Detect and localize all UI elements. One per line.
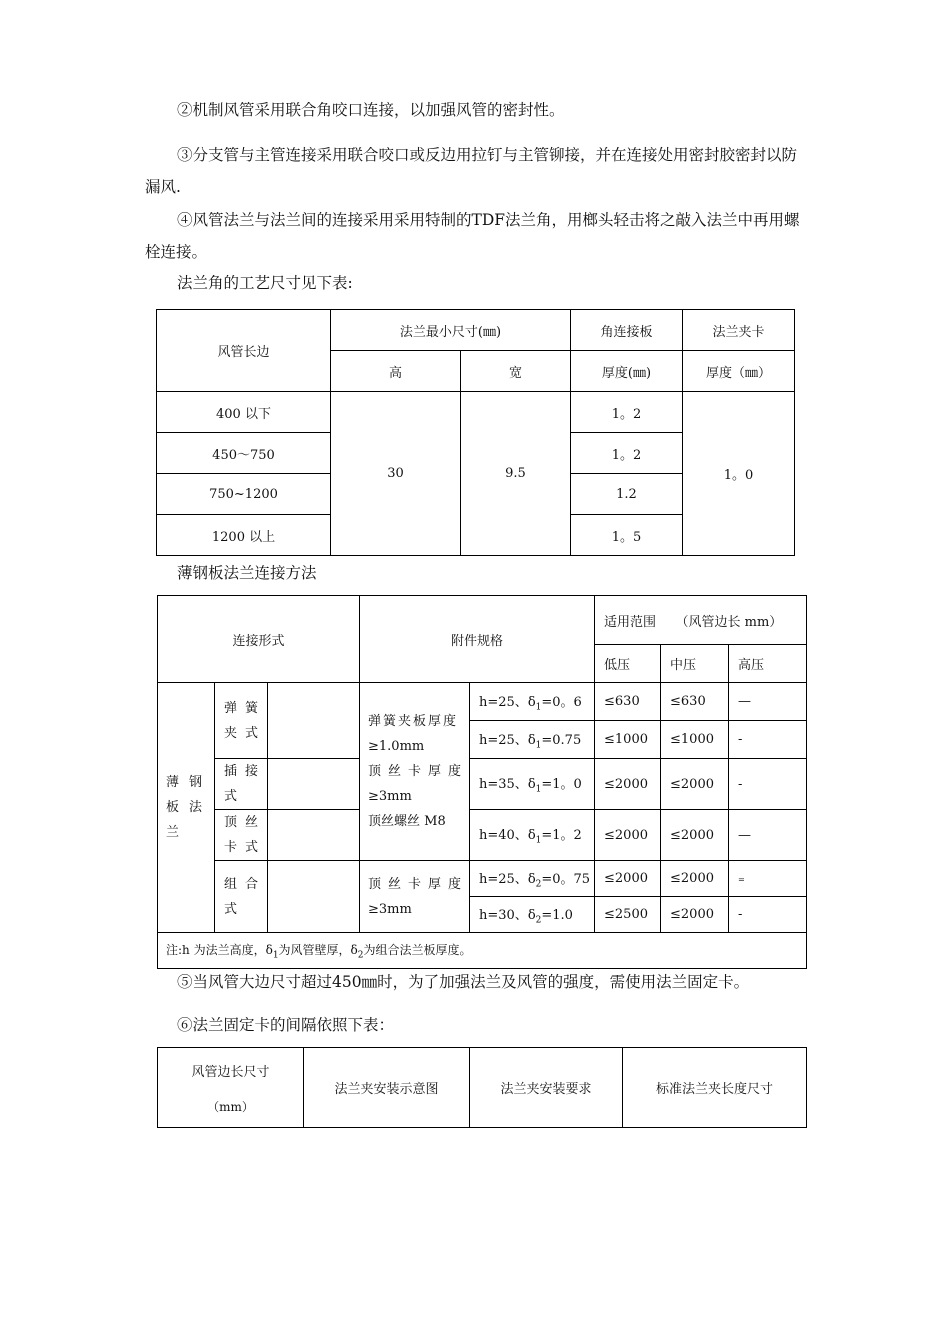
attach-line: 顶丝螺丝 M8 [368, 814, 446, 829]
type-spring-clip: 弹簧夹式 [215, 683, 268, 759]
table-cell: ≤2500 [595, 897, 661, 933]
table-cell [268, 683, 360, 759]
spec-cell: h=30、$\delta_2=1.0$ [470, 897, 595, 933]
table-cell: — [729, 810, 807, 861]
header-clip-thickness: 厚度（㎜） [683, 351, 795, 392]
type-insert: 插接式 [215, 759, 268, 810]
attach-line: 顶丝卡厚度 [368, 876, 469, 892]
header-height: 高 [331, 351, 461, 392]
header-duct-side-size [158, 1048, 304, 1128]
flange-angle-table [156, 309, 795, 556]
attach-line: 弹簧夹板厚度 [368, 714, 459, 729]
paragraph-3: ③分支管与主管连接采用联合咬口或反边用拉钉与主管铆接，并在连接处用密封胶密封以防漏风. [145, 146, 798, 196]
table-cell [268, 861, 360, 933]
header-line: （mm） [207, 1099, 254, 1114]
table-cell: 1。2 [571, 392, 683, 433]
table-cell: ≤2000 [661, 810, 729, 861]
table-cell: - [729, 721, 807, 759]
table-cell: 9.5 [461, 392, 571, 556]
group-thin-steel-flange: 薄钢板法兰 [158, 683, 215, 933]
header-corner-thickness: 厚度(㎜) [571, 351, 683, 392]
table-cell: 1。0 [683, 392, 795, 556]
header-clip-diagram: 法兰夹安装示意图 [304, 1048, 470, 1128]
header-line: 风管边长尺寸 [191, 1064, 270, 1080]
attach-line: 顶丝卡厚度 [368, 764, 469, 779]
table2-caption: 薄钢板法兰连接方法 [177, 564, 317, 582]
table-cell: ≤2000 [595, 861, 661, 897]
table-cell [268, 759, 360, 810]
table-cell: ≤630 [595, 683, 661, 721]
table-cell: 1.2 [571, 474, 683, 515]
type-combination: 组合式 [215, 861, 268, 933]
paragraph-4: ④风管法兰与法兰间的连接采用采用特制的TDF法兰角，用榔头轻击将之敲入法兰中再用螺栓连接。 [145, 211, 800, 261]
table-cell: ≤2000 [661, 861, 729, 897]
table-cell: ≤2000 [661, 759, 729, 810]
header-clip-requirements: 法兰夹安装要求 [470, 1048, 623, 1128]
header-connection-form: 连接形式 [158, 596, 360, 683]
table-cell: 1。5 [571, 515, 683, 556]
header-low-pressure: 低压 [595, 645, 661, 683]
table-cell [268, 810, 360, 861]
header-flange-min: 法兰最小尺寸(㎜) [331, 310, 571, 351]
header-high-pressure: 高压 [729, 645, 807, 683]
header-width: 宽 [461, 351, 571, 392]
attachment-spec-1 [360, 683, 470, 861]
table1-caption: 法兰角的工艺尺寸见下表: [177, 274, 353, 292]
table-cell: ₌ [729, 861, 807, 897]
table-note: 注:h 为法兰高度，$\delta_1$为风管壁厚，$\delta_2$为组合法兰板厚度。 [158, 933, 807, 969]
header-mid-pressure: 中压 [661, 645, 729, 683]
table-cell: ≤630 [661, 683, 729, 721]
table-cell: - [729, 759, 807, 810]
table-cell: - [729, 897, 807, 933]
clip-interval-table [157, 1047, 807, 1128]
thin-steel-flange-table [157, 595, 807, 969]
table-cell: ≤2000 [595, 810, 661, 861]
table-cell: — [729, 683, 807, 721]
table-cell: 450～750 [157, 433, 331, 474]
header-attachment-spec: 附件规格 [360, 596, 595, 683]
table-cell: ≤1000 [595, 721, 661, 759]
spec-cell: h=25、$\delta_1=0.75$ [470, 721, 595, 759]
spec-cell: h=25、$\delta_1=0$。6 [470, 683, 595, 721]
header-duct-long-side: 风管长边 [157, 310, 331, 392]
table-cell: 400 以下 [157, 392, 331, 433]
attachment-spec-2 [360, 861, 470, 933]
table-cell: ≤1000 [661, 721, 729, 759]
attach-line: ≥1.0mm [368, 739, 425, 754]
spec-cell: h=40、$\delta_1=1$。2 [470, 810, 595, 861]
type-top-screw-clip: 顶丝卡式 [215, 810, 268, 861]
table-cell: 30 [331, 392, 461, 556]
header-corner-plate: 角连接板 [571, 310, 683, 351]
paragraph-5: ⑤当风管大边尺寸超过450㎜时，为了加强法兰及风管的强度，需使用法兰固定卡。 [177, 973, 750, 991]
spec-cell: h=25、$\delta_2=0$。75 [470, 861, 595, 897]
table-cell: ≤2000 [661, 897, 729, 933]
paragraph-2: ②机制风管采用联合角咬口连接，以加强风管的密封性。 [177, 101, 565, 119]
table-cell: 1200 以上 [157, 515, 331, 556]
table-cell: 1。2 [571, 433, 683, 474]
spec-cell: h=35、$\delta_1=1$。0 [470, 759, 595, 810]
paragraph-6: ⑥法兰固定卡的间隔依照下表： [177, 1016, 395, 1034]
attach-line: ≥3mm [368, 901, 412, 917]
header-flange-clip: 法兰夹卡 [683, 310, 795, 351]
header-standard-clip-length: 标准法兰夹长度尺寸 [623, 1048, 807, 1128]
attach-line: ≥3mm [368, 789, 412, 804]
table-cell: 750~1200 [157, 474, 331, 515]
table-cell: ≤2000 [595, 759, 661, 810]
header-applicable-range: 适用范围 （风管边长 mm） [595, 596, 807, 645]
